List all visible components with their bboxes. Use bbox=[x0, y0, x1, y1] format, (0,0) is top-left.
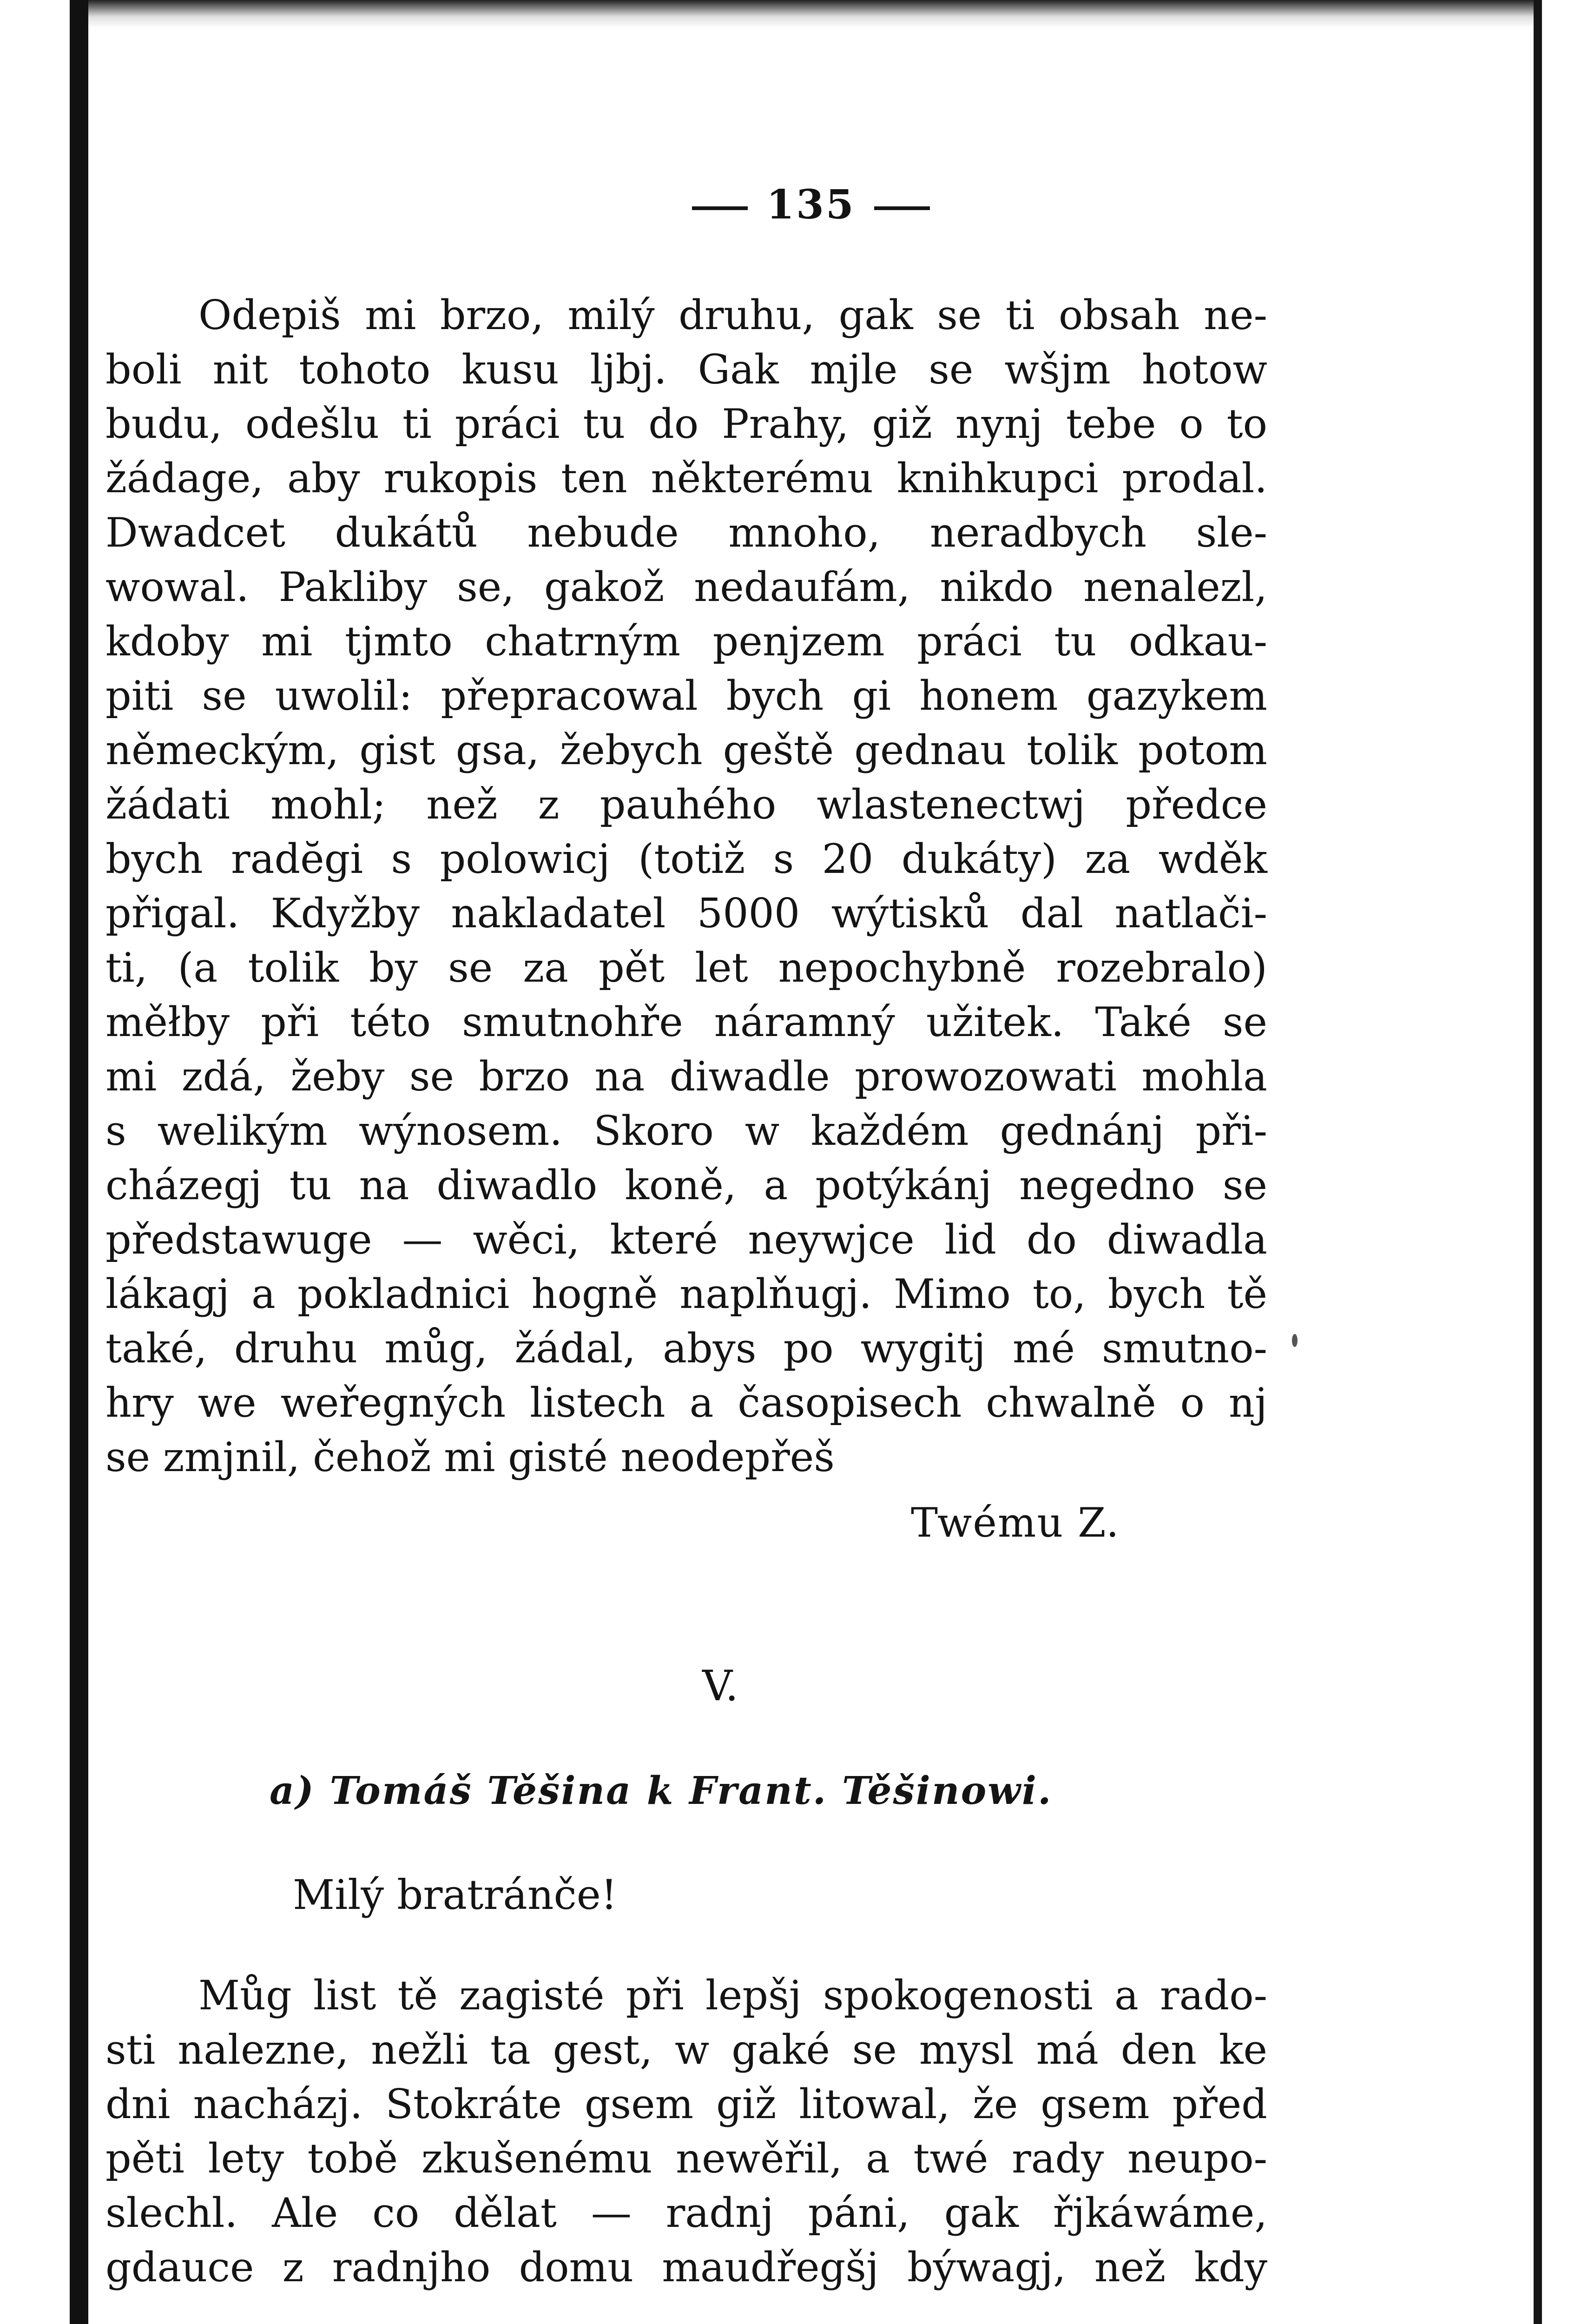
letter-text-block bbox=[105, 288, 1267, 1485]
section-text-block bbox=[105, 1968, 1267, 2295]
text-line: předstawuge — wěci, které neywjce lid do diwadla bbox=[105, 1216, 1267, 1263]
text-line: německým, gist gsa, žebych geště gednau tolik potom bbox=[105, 726, 1267, 774]
section-heading: a) Tomáš Těšina k Frant. Těšinowi. bbox=[270, 1769, 1053, 1813]
text-line: Dwadcet dukátů nebude mnoho, neradbych sle- bbox=[105, 509, 1267, 556]
binding-shadow-left bbox=[70, 0, 88, 2324]
text-line: dni nacházj. Stokráte gsem giž litowal, že gsem před bbox=[105, 2080, 1267, 2128]
text-line: se zmjnil, čehož mi gisté neodepřeš bbox=[105, 1433, 835, 1481]
text-line: pěti lety tobě zkušenému newěřil, a twé rady neupo- bbox=[105, 2135, 1267, 2182]
text-line: slechl. Ale co dělat — radnj páni, gak řjkáwáme, bbox=[105, 2189, 1267, 2237]
text-line: piti se uwolil: přepracowal bych gi honem gazykem bbox=[105, 672, 1267, 720]
text-line: také, druhu můg, žádal, abys po wygitj mé smutno- bbox=[105, 1325, 1267, 1372]
text-line: měłby při této smutnohře náramný užitek. Také se bbox=[105, 998, 1267, 1046]
text-line: s welikým wýnosem. Skoro w každém gednánj při- bbox=[105, 1107, 1267, 1155]
section-numeral: V. bbox=[702, 1662, 738, 1710]
letter-salutation: Milý bratránče! bbox=[293, 1871, 618, 1919]
book-page bbox=[93, 0, 1529, 2324]
dash-left bbox=[692, 206, 748, 210]
text-line: gdauce z radnjho domu maudřegšj býwagj, než kdy bbox=[105, 2244, 1267, 2291]
text-line: žádage, aby rukopis ten některému knihkupci prodal. bbox=[105, 455, 1267, 502]
page-number: 135 bbox=[766, 181, 856, 228]
text-line: sti nalezne, nežli ta gest, w gaké se mysl má den ke bbox=[105, 2026, 1267, 2073]
letter-signature: Twému Z. bbox=[911, 1499, 1120, 1546]
text-line: mi zdá, žeby se brzo na diwadle prowozowati mohla bbox=[105, 1053, 1267, 1100]
page-number-header bbox=[93, 181, 1529, 228]
text-line: hry we weřegných listech a časopisech chwalně o nj bbox=[105, 1379, 1267, 1426]
text-line: kdoby mi tjmto chatrným penjzem práci tu odkau- bbox=[105, 618, 1267, 665]
text-line: ti, (a tolik by se za pět let nepochybně rozebralo) bbox=[105, 944, 1267, 991]
text-line: wowal. Pakliby se, gakož nedaufám, nikdo nenalezl, bbox=[105, 563, 1267, 611]
speck-mark bbox=[1292, 1334, 1298, 1347]
text-line: budu, odešlu ti práci tu do Prahy, giž nynj tebe o to bbox=[105, 400, 1267, 448]
text-line: cházegj tu na diwadlo koně, a potýkánj negedno se bbox=[105, 1162, 1267, 1209]
text-line: boli nit tohoto kusu ljbj. Gak mjle se wšjm hotow bbox=[105, 346, 1267, 393]
text-line: Můg list tě zagisté při lepšj spokogenosti a rado- bbox=[198, 1972, 1267, 2019]
text-line: Odepiš mi brzo, milý druhu, gak se ti obsah ne- bbox=[198, 291, 1267, 339]
text-line: žádati mohl; než z pauhého wlastenectwj předce bbox=[105, 781, 1267, 828]
dash-right bbox=[874, 206, 930, 210]
binding-shadow-right bbox=[1534, 0, 1542, 2324]
text-line: lákagj a pokladnici hogně naplňugj. Mimo to, bych tě bbox=[105, 1270, 1267, 1318]
text-line: bych radĕgi s polowicj (totiž s 20 dukáty) za wděk bbox=[105, 835, 1267, 883]
scan-margin bbox=[0, 0, 70, 2324]
text-line: přigal. Kdyžby nakladatel 5000 wýtisků dal natlači- bbox=[105, 890, 1267, 937]
